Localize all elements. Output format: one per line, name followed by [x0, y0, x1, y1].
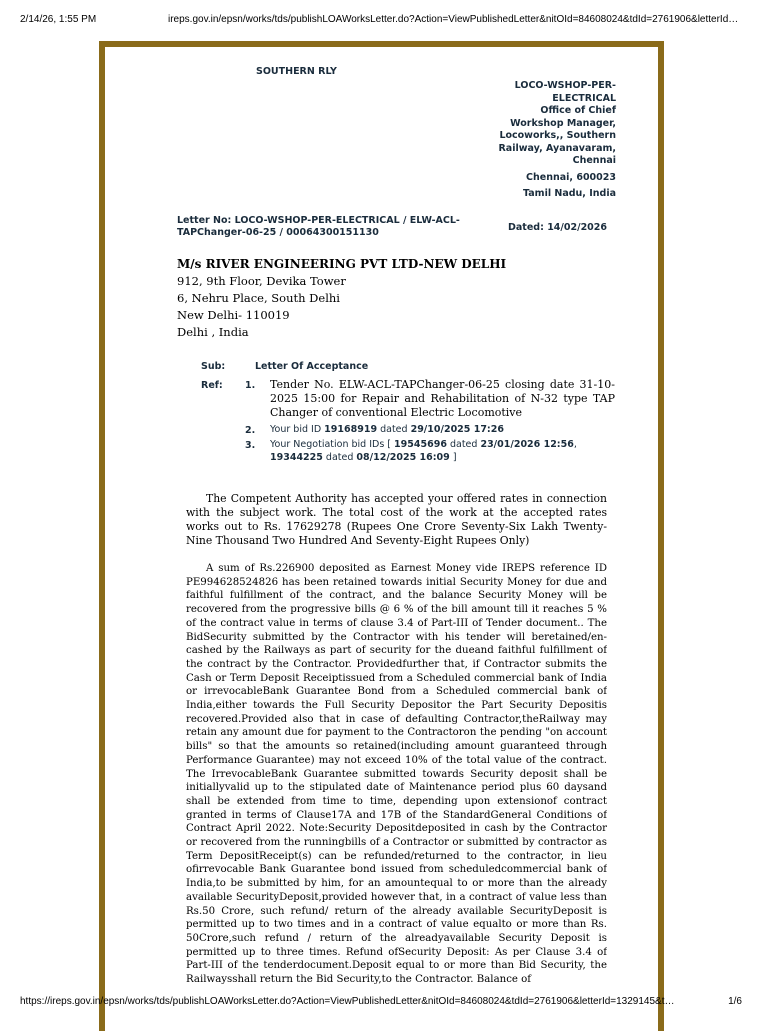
ref-text: ]: [452, 451, 457, 463]
browser-print-header: [20, 14, 748, 28]
ref-text: Your bid ID: [270, 424, 322, 435]
office-line: ELECTRICAL: [552, 92, 616, 104]
negotiation-bid-date: 23/01/2026 12:56: [480, 439, 574, 450]
office-line: Workshop Manager,: [510, 117, 616, 129]
organisation-name: SOUTHERN RLY: [256, 66, 337, 77]
recipient-address-line: 912, 9th Floor, Devika Tower: [177, 274, 346, 288]
print-header-url: ireps.gov.in/epsn/works/tds/publishLOAWorksLetter.do?Action=ViewPublishedLetter&nitOId=84608024&tdId=2761906&letterId…: [168, 14, 739, 25]
negotiation-bid-id: 19344225: [270, 451, 323, 463]
reference-negotiation-bids: [270, 439, 615, 464]
office-line: Chennai: [572, 155, 616, 166]
ref-text: dated: [449, 439, 478, 450]
recipient-address-line: Delhi , India: [177, 325, 249, 339]
ref-text: ,: [573, 439, 577, 450]
page-number: 1/6: [728, 996, 742, 1007]
recipient-address-line: 6, Nehru Place, South Delhi: [177, 291, 340, 305]
negotiation-bid-date: 08/12/2025 16:09: [356, 451, 450, 463]
acceptance-paragraph: The Competent Authority has accepted your offered rates in connection with the subject work. The total cost of the work at the accepted rates works out to Rs. 17629278 (Rupees One Crore Seventy-Six Lakh Twenty-Nine Thousand Two Hundred And Seventy-Eight Rupees Only): [186, 492, 607, 547]
recipient-name: M/s RIVER ENGINEERING PVT LTD-NEW DELHI: [177, 257, 507, 271]
reference-number: 3.: [245, 440, 256, 451]
reference-number: 1.: [245, 380, 256, 391]
recipient-address-line: New Delhi- 110019: [177, 308, 290, 322]
reference-number: 2.: [245, 425, 256, 436]
ref-text: dated: [325, 451, 354, 463]
reference-tender: Tender No. ELW-ACL-TAPChanger-06-25 closing date 31-10-2025 15:00 for Repair and Rehabilitation of N-32 type TAP Changer of conventional Electric Locomotive: [270, 378, 615, 419]
office-line: Locoworks,, Southern: [499, 130, 616, 141]
security-money-paragraph: A sum of Rs.226900 deposited as Earnest Money vide IREPS reference ID PE994628524826 has been retained towards initial Security Money for due and faithful fulfillment of the contract, and the balance Security Money will be recovered from the progressive bills @ 6 % of the bill amount till it reaches 5 % of the contract value in terms of clause 3.4 of Part-III of Tender document.. The BidSecurity submitted by the Contractor with his tender will beretained/en-cashed by the Railways as part of security for the dueand faithful fulfillment of the contract by the Contractor. Providedfurther that, if Contractor submits the Cash or Term Deposit Receiptissued from a Scheduled commercial bank of India or irrevocableBank Guarantee Bond from a Scheduled commercial bank of India,either towards the Full Security Depositor the Part Security Depositis recovered.Provided also that in case of defaulting Contractor,theRailway may retain any amount due for payment to the Contractoron the pending "on account bills" so that the amounts so retained(including amount guaranteed through Performance Guarantee) may not exceed 10% of the total value of the contract. The IrrevocableBank Guarantee submitted towards Security deposit shall be initiallyvalid up to the stipulated date of Maintenance period plus 60 daysand shall be extended from time to time, depending upon extensionof contract granted in terms of Clause17A and 17B of the StandardGeneral Conditions of Contract April 2022. Note:Security Depositdeposited in cash by the Contractor or recovered from the runningbills of a Contractor or submitted by contractor as Term DepositReceipt(s) can be refunded/returned to the contractor, in lieu ofirrevocable Bank Guarantee bond issued from scheduledcommercial bank of India,to be submitted by him, for an amountequal to or more than the already available SecurityDeposit,provided however that, in a contract of value less than Rs.50 Crore, such refund/ return of the already available SecurityDeposit is permitted up to two times and in a contract of value equalto or more than Rs. 50Crore,such refund / return of the alreadyavailable Security Deposit is permitted up to three times. Refund ofSecurity Deposit: As per Clause 3.4 of Part-III of the tenderdocument.Deposit equal to or more than Bid Security, the Railwaysshall return the Bid Security,to the Contractor. Balance of: [186, 563, 607, 986]
office-line: Railway, Ayanavaram,: [498, 142, 616, 154]
bid-date: 29/10/2025 17:26: [410, 424, 504, 435]
letter-date: Dated: 14/02/2026: [508, 222, 608, 233]
recipient-block: [177, 256, 506, 341]
reference-bid-id: [270, 424, 615, 437]
office-line: Tamil Nadu, India: [523, 188, 616, 199]
print-datetime: 2/14/26, 1:55 PM: [20, 14, 97, 25]
office-line: Office of Chief: [540, 105, 616, 116]
browser-print-footer: [20, 996, 748, 1010]
letter-number: Letter No: LOCO-WSHOP-PER-ELECTRICAL / ELW-ACL-TAPChanger-06-25 / 00064300151130: [177, 215, 460, 238]
office-line: Chennai, 600023: [526, 171, 616, 183]
negotiation-bid-id: 19545696: [394, 439, 447, 450]
subject-text: Letter Of Acceptance: [255, 361, 369, 372]
office-address: [476, 80, 616, 201]
subject-label: Sub:: [201, 361, 226, 372]
ref-text: dated: [380, 424, 408, 435]
office-line: LOCO-WSHOP-PER-: [514, 80, 616, 91]
print-footer-url: https://ireps.gov.in/epsn/works/tds/publishLOAWorksLetter.do?Action=ViewPublishedLetter&nitOId=84608024&tdId=2761906&letterId=1329145&t…: [20, 996, 675, 1007]
ref-text: Your Negotiation bid IDs [: [270, 439, 392, 450]
reference-label: Ref:: [201, 380, 223, 391]
bid-id: 19168919: [324, 424, 378, 435]
